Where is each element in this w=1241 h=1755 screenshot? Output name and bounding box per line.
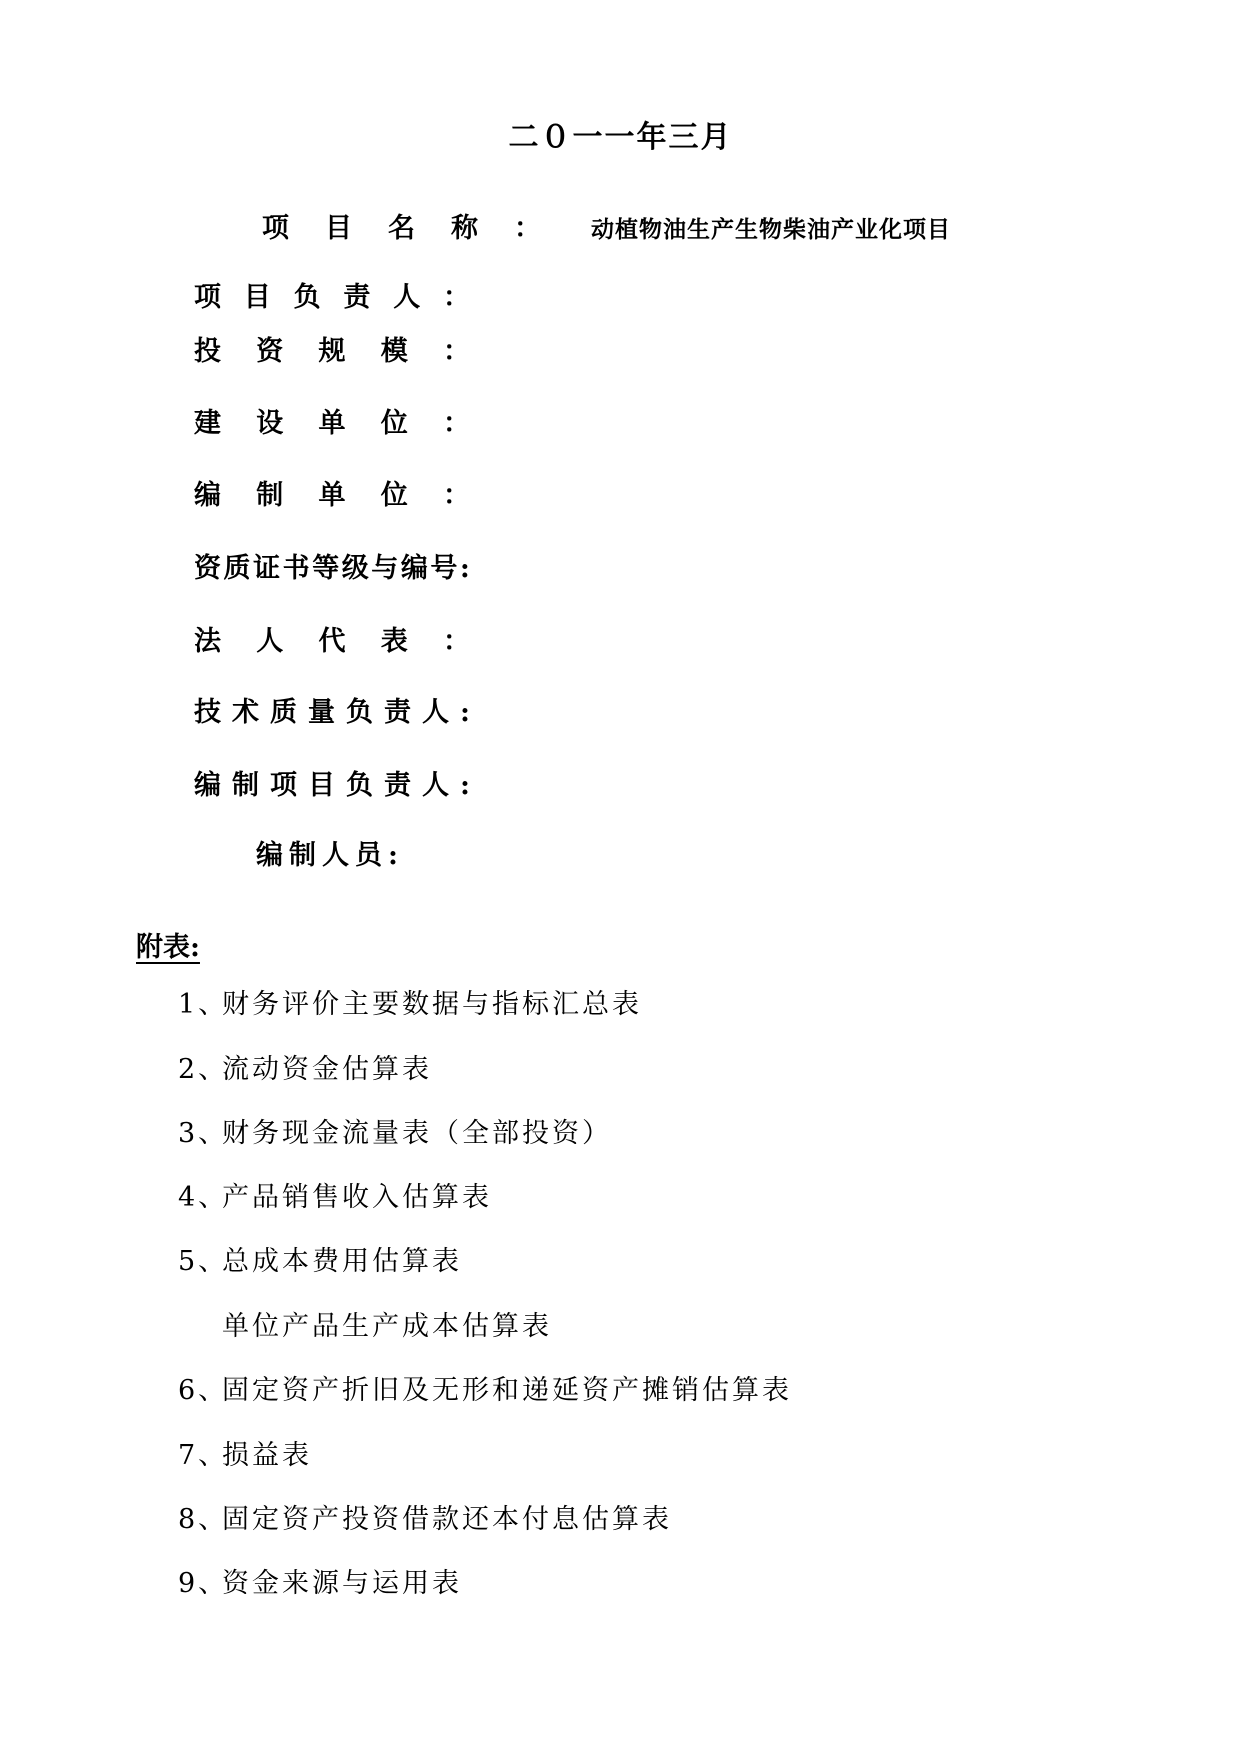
appendix-item-number: 5、	[178, 1246, 229, 1277]
project-name-value: 动植物油生产生物柴油产业化项目	[591, 216, 951, 243]
project-name-row	[262, 206, 951, 245]
field-label: 投 资 规 模 ：	[194, 336, 470, 367]
compilers-label: 编制人员:	[256, 840, 404, 871]
appendix-item-text: 总成本费用估算表	[222, 1246, 462, 1277]
appendix-item-number: 7、	[178, 1440, 229, 1471]
appendix-item	[178, 1178, 492, 1218]
appendix-item-number: 4、	[178, 1182, 229, 1213]
appendix-item-number: 9、	[178, 1568, 229, 1599]
appendix-item	[178, 1371, 792, 1411]
appendix-item-text: 资金来源与运用表	[222, 1568, 462, 1599]
field-label: 资 质 证 书 等 级 与 编 号 :	[194, 553, 470, 584]
field-label: 建 设 单 位 ：	[194, 408, 470, 439]
appendix-title: 附表:	[136, 932, 200, 963]
appendix-item	[178, 1564, 462, 1604]
appendix-item-text: 财务评价主要数据与指标汇总表	[222, 989, 642, 1020]
field-label: 法 人 代 表 ：	[194, 626, 470, 657]
appendix-item	[178, 1242, 462, 1282]
field-label: 技 术 质 量 负 责 人 :	[194, 697, 470, 728]
appendix-item-text: 单位产品生产成本估算表	[222, 1311, 552, 1342]
appendix-item-text: 损益表	[222, 1440, 312, 1471]
appendix-item-number: 8、	[178, 1504, 229, 1535]
field-label: 项 目 负 责 人 ：	[194, 282, 470, 313]
appendix-item-number: 2、	[178, 1054, 229, 1085]
appendix-item-text: 流动资金估算表	[222, 1054, 432, 1085]
appendix-item-text: 产品销售收入估算表	[222, 1182, 492, 1213]
appendix-item-number: 6、	[178, 1375, 229, 1406]
document-date: 二０一一年三月	[508, 120, 733, 155]
field-label: 编 制 单 位 ：	[194, 480, 470, 511]
appendix-item	[178, 1307, 552, 1347]
appendix-item	[178, 1050, 432, 1090]
field-label: 编 制 项 目 负 责 人 :	[194, 770, 470, 801]
appendix-item	[178, 1436, 312, 1476]
appendix-item-text: 财务现金流量表（全部投资）	[222, 1118, 612, 1149]
appendix-item-text: 固定资产折旧及无形和递延资产摊销估算表	[222, 1375, 792, 1406]
appendix-item-number: 1、	[178, 989, 229, 1020]
appendix-item-number: 3、	[178, 1118, 229, 1149]
appendix-item-text: 固定资产投资借款还本付息估算表	[222, 1504, 672, 1535]
appendix-item	[178, 985, 642, 1025]
appendix-item	[178, 1114, 612, 1154]
appendix-item	[178, 1500, 672, 1540]
project-name-label: 项目名称：	[262, 213, 577, 244]
